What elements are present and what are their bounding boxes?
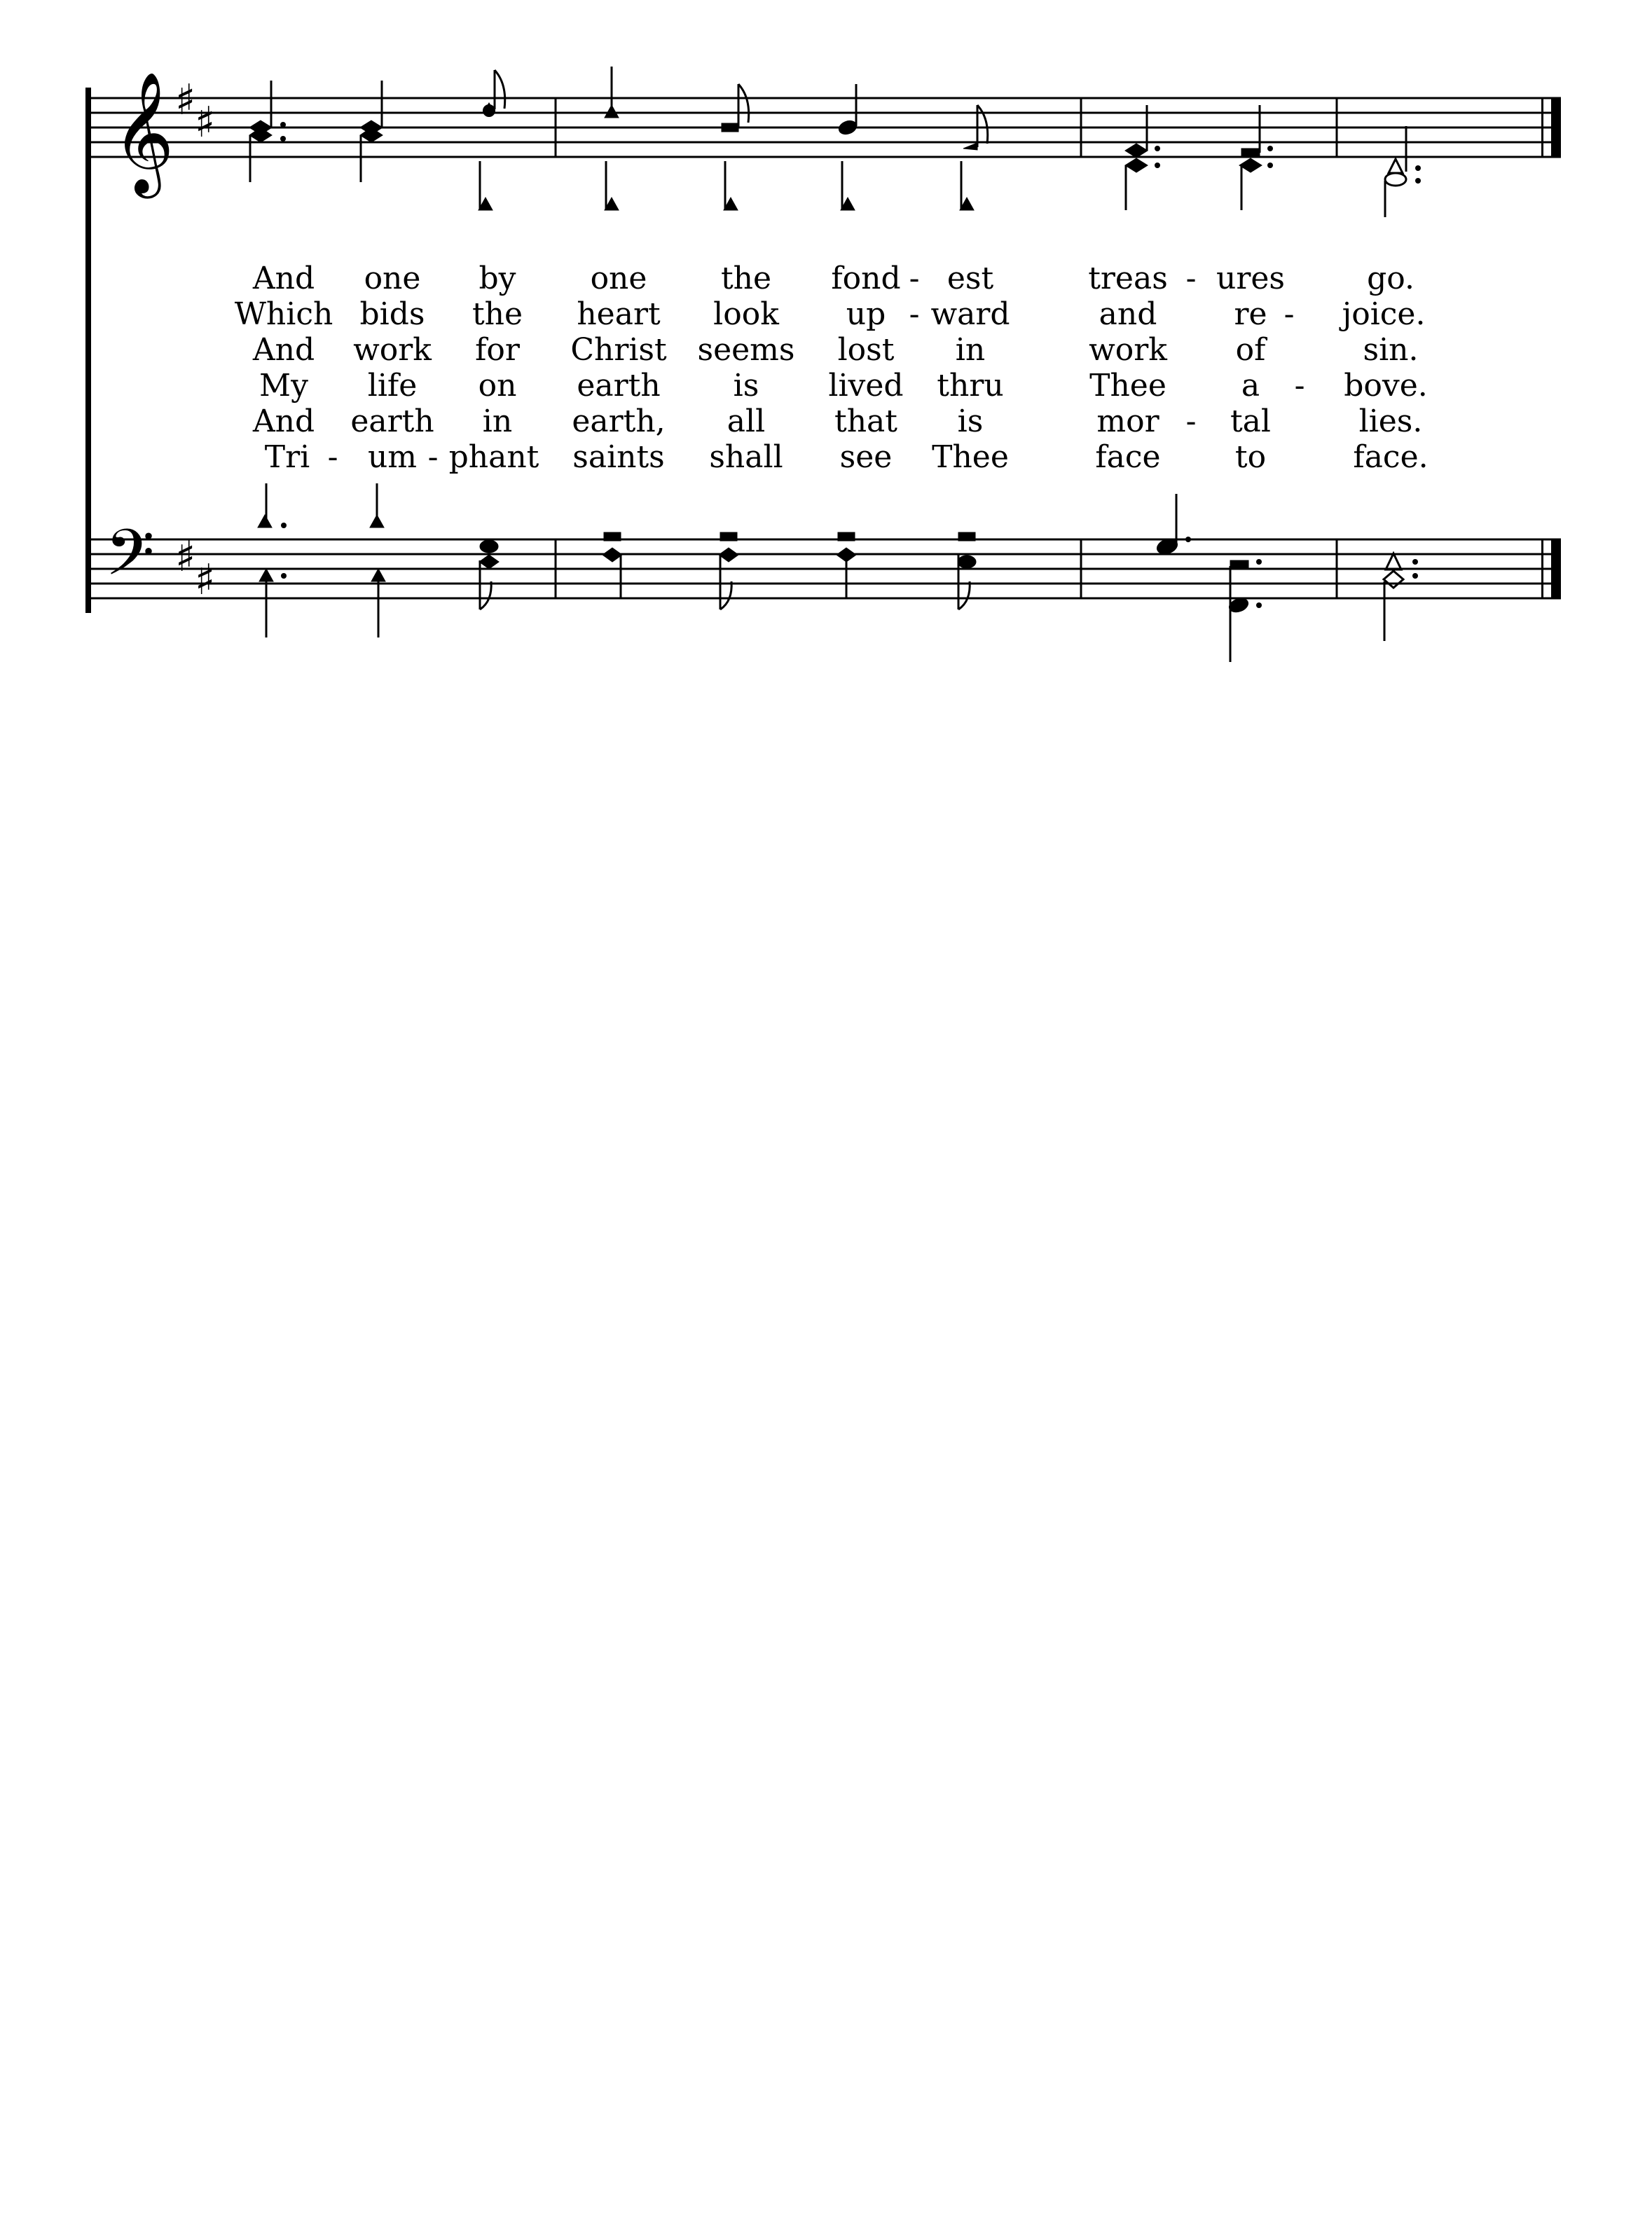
note-chord [479,70,505,210]
lyric-syllable: seems [697,332,795,368]
lyric-syllable: a [1241,368,1260,404]
note-chord [837,84,859,210]
lyric-syllable: go. [1367,261,1414,296]
lyric-syllable: for [475,332,520,368]
lyric-syllable: to [1234,439,1267,475]
lyric-syllable: by [479,261,516,296]
lyric-syllable: - [909,296,920,332]
key-sharp-icon: ♯ [195,556,216,605]
lyric-syllable: ward [930,296,1010,332]
bass-staff [91,539,1561,598]
lyric-syllable: in [482,404,513,439]
lyric-syllable: - [1283,296,1295,332]
lyric-syllable: fond [831,261,901,296]
note-chord [603,532,622,599]
lyric-syllable: life [367,368,418,404]
treble-clef-icon: 𝄞 [112,71,174,193]
lyric-syllable: - [427,439,439,475]
lyric-syllable: um [367,439,418,475]
bass-clef-icon: 𝄢 [105,516,155,605]
lyric-syllable: up [846,296,886,332]
key-sharp-icon: ♯ [175,532,196,581]
lyric-syllable: saints [572,439,665,475]
lyric-syllable: in [955,332,986,368]
lyric-syllable: of [1235,332,1266,368]
verse-6-lyrics [265,439,1429,475]
lyric-syllable: look [713,296,779,332]
lyric-syllable: And [252,261,315,296]
lyric-syllable: joice. [1342,296,1426,332]
verse-3-lyrics [252,332,1419,368]
lyric-syllable: treas [1088,261,1168,296]
lyric-syllable: - [1185,404,1197,439]
lyric-syllable: and [1099,296,1157,332]
lyric-syllable: one [590,261,647,296]
lyric-syllable: thru [937,368,1004,404]
lyrics-block [235,261,1429,475]
key-sharp-icon: ♯ [195,98,216,147]
note-chord [360,81,383,182]
lyric-syllable: - [1185,261,1197,296]
lyric-syllable: tal [1230,404,1271,439]
lyric-syllable: face [1095,439,1161,475]
lyric-syllable: heart [577,296,661,332]
lyric-syllable: Christ [570,332,667,368]
lyric-syllable: sin. [1363,332,1419,368]
lyric-syllable: bids [359,296,425,332]
verse-4-lyrics [259,368,1428,404]
lyric-syllable: - [1294,368,1305,404]
lyric-syllable: one [364,261,421,296]
lyric-syllable: And [252,332,315,368]
lyric-syllable: on [478,368,517,404]
lyric-syllable: earth, [572,404,666,439]
lyric-syllable: Thee [1089,368,1166,404]
lyric-syllable: lost [837,332,895,368]
lyric-syllable: earth [577,368,661,404]
lyric-syllable: face. [1353,439,1429,475]
final-barline [1541,98,1561,598]
note-chord [722,84,749,210]
verse-5-lyrics [252,404,1423,439]
key-sharp-icon: ♯ [175,76,196,125]
lyric-syllable: Tri [264,439,310,475]
lyric-syllable: is [957,404,984,439]
treble-staff [91,98,1561,157]
verse-2-lyrics [235,296,1426,332]
lyric-syllable: - [327,439,338,475]
lyric-syllable: earth [350,404,434,439]
lyric-syllable: shall [709,439,783,475]
lyric-syllable: all [727,404,766,439]
lyric-syllable: My [259,368,308,404]
lyric-syllable: re [1234,296,1267,332]
note-chord [370,483,385,637]
system-bracket [85,88,91,613]
lyric-syllable: work [1089,332,1167,368]
bass-notes [258,483,1418,662]
lyric-syllable: is [733,368,759,404]
note-chord [1155,494,1191,557]
note-chord [605,67,619,210]
lyric-syllable: bove. [1344,368,1428,404]
lyric-syllable: mor [1096,404,1159,439]
note-chord [249,81,286,182]
lyric-syllable: see [839,439,893,475]
verse-1-lyrics [252,261,1414,296]
note-chord [258,483,287,637]
lyric-syllable: phant [448,439,539,475]
lyric-syllable: work [353,332,432,368]
lyric-syllable: Thee [932,439,1009,475]
lyric-syllable: lived [828,368,904,404]
lyric-syllable: the [471,296,523,332]
lyric-syllable: And [252,404,315,439]
lyric-syllable: that [834,404,897,439]
note-chord [837,532,856,599]
lyric-syllable: lies. [1358,404,1423,439]
note-chord [1227,559,1262,662]
lyric-syllable: the [720,261,772,296]
lyric-syllable: - [909,261,920,296]
note-chord [1385,126,1421,217]
lyric-syllable: est [947,261,994,296]
lyric-syllable: Which [234,296,333,332]
lyric-syllable: ures [1216,261,1285,296]
